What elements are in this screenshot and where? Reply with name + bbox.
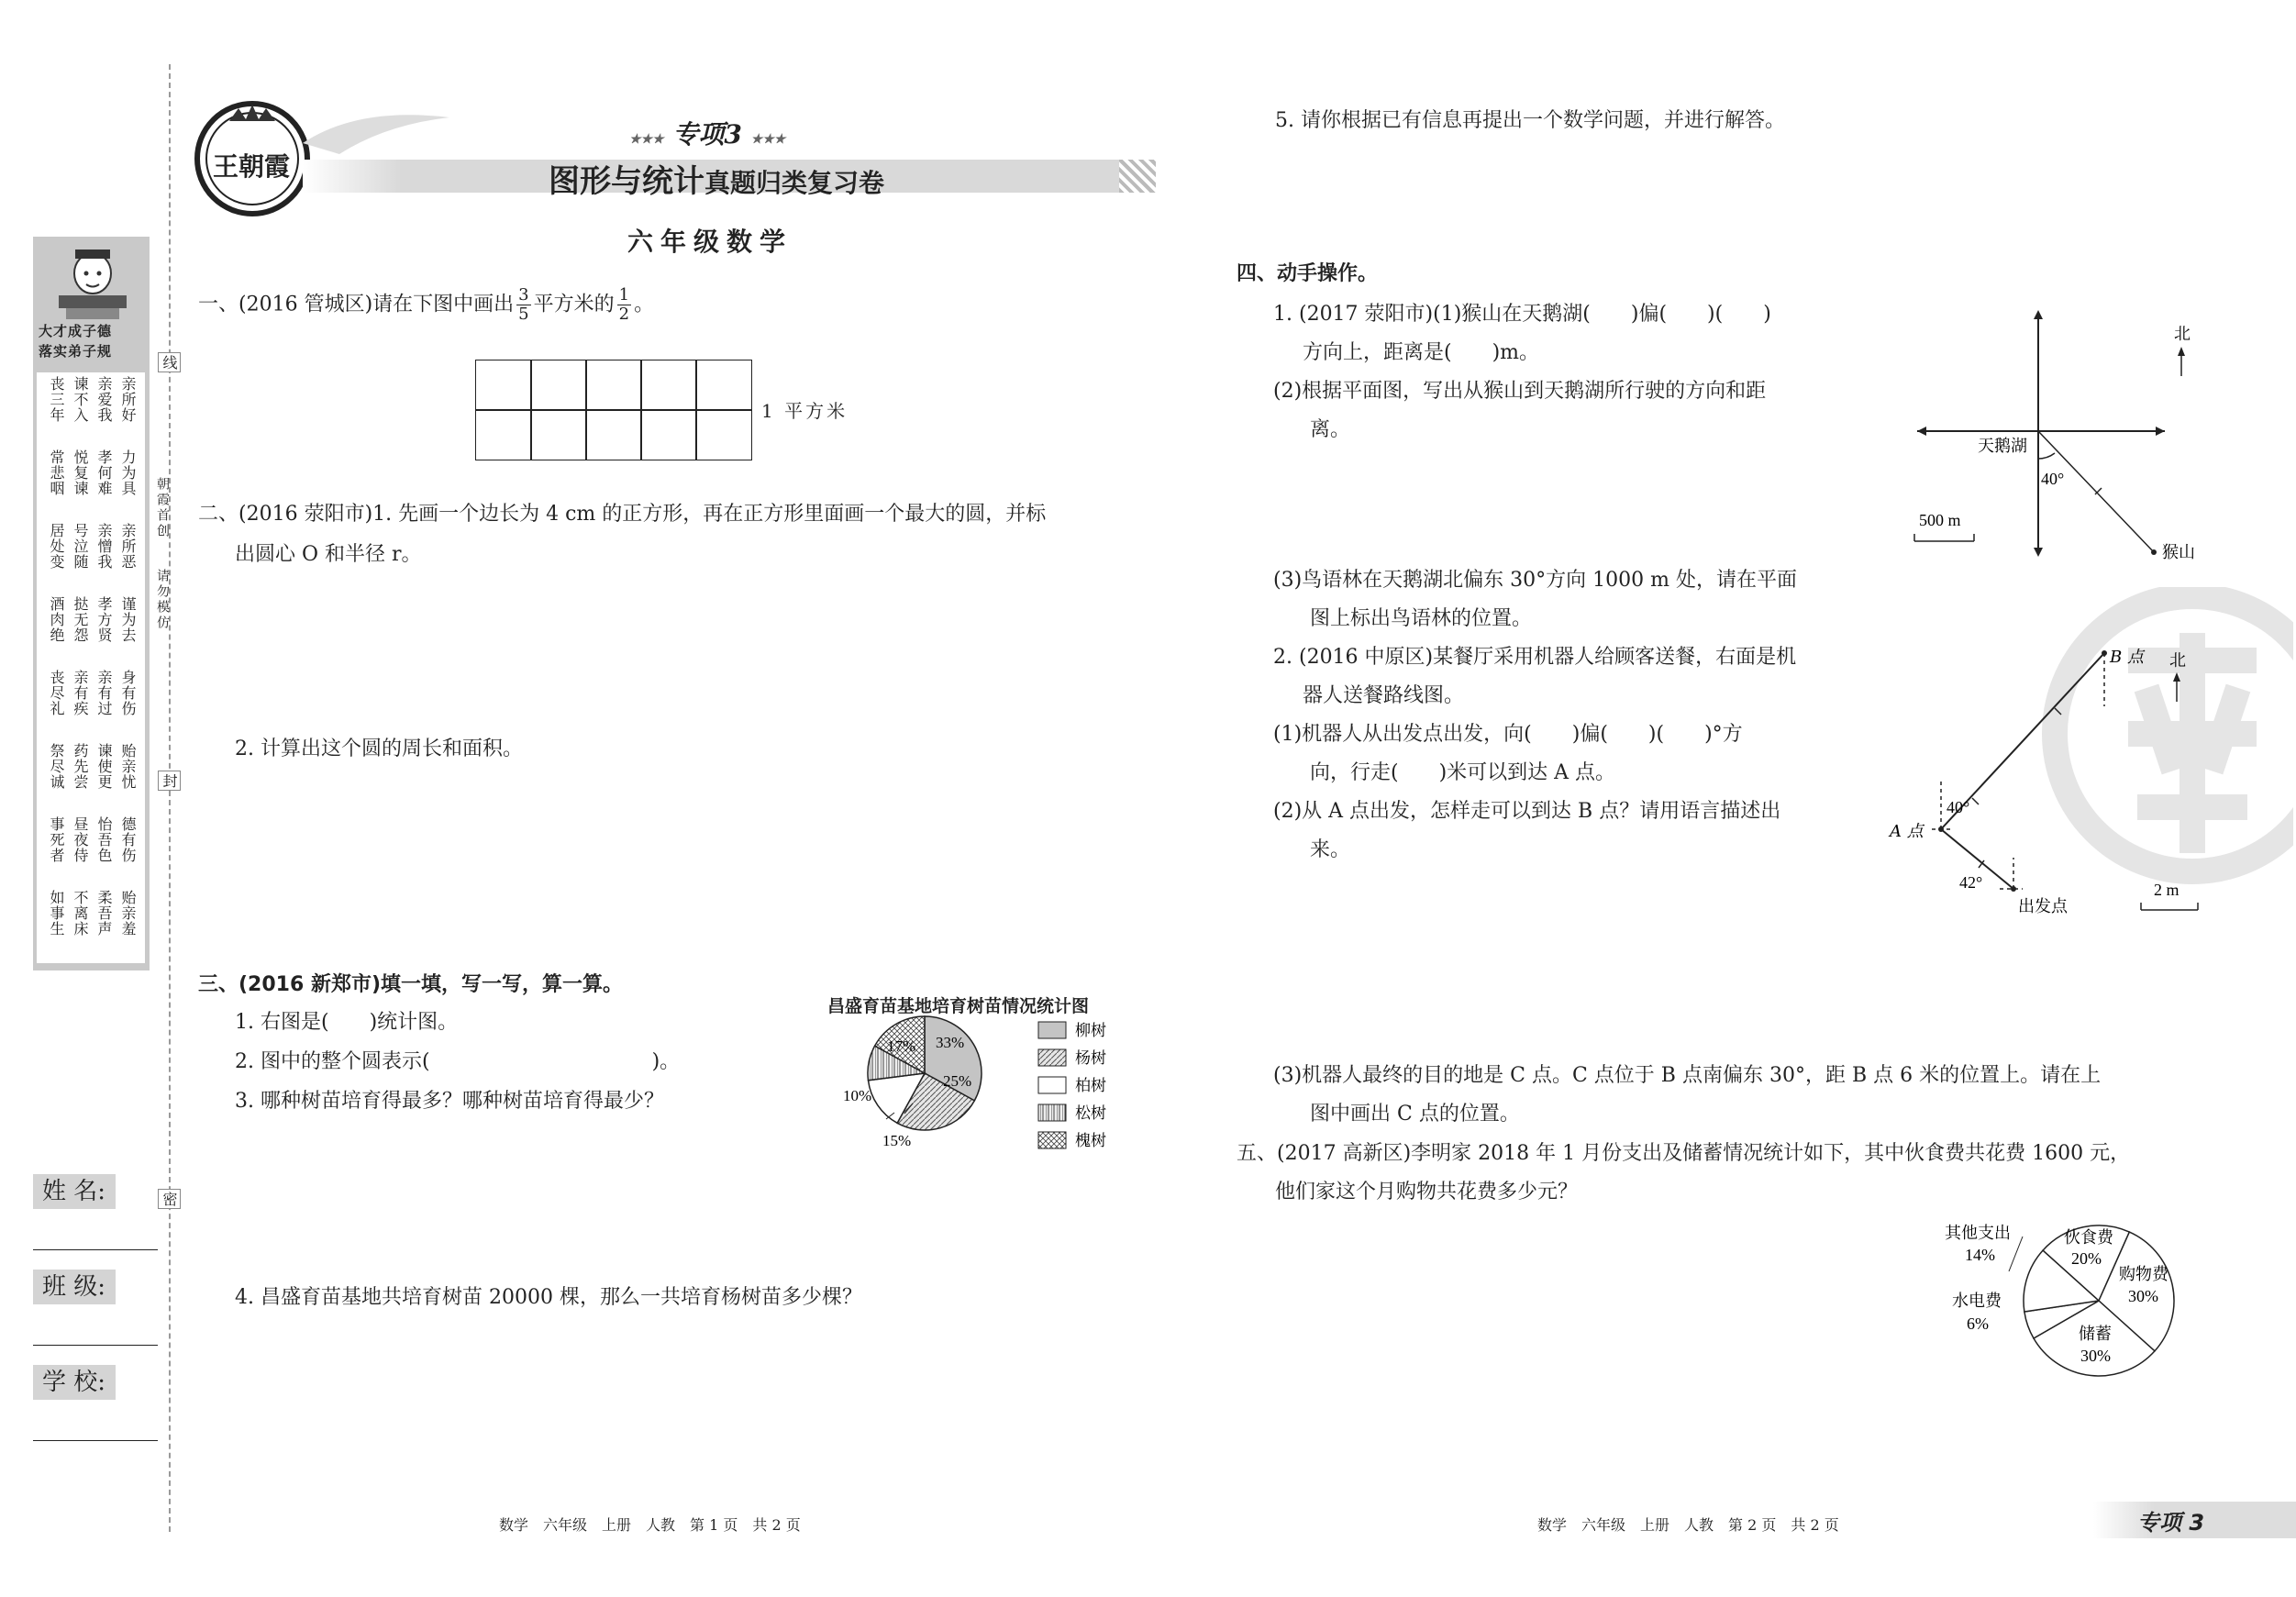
legend-label: 柏树 — [1075, 1077, 1106, 1095]
q2-line-2: 出圆心 O 和半径 r。 — [235, 543, 422, 566]
q1-fraction-2-denominator: 2 — [618, 305, 630, 324]
q4-p2-line-2: 器人送餐路线图。 — [1303, 684, 1465, 707]
legend-swatch — [1038, 1049, 1066, 1066]
expense-label-food: 伙食费 — [2064, 1228, 2113, 1248]
verse-column: 亲所恶 — [119, 523, 137, 570]
grid-cell[interactable] — [585, 409, 642, 460]
verse-column: 丧三年 — [48, 376, 65, 423]
grid-cell[interactable] — [530, 409, 587, 460]
q1-fraction-1-denominator: 5 — [518, 305, 529, 324]
star-icon: ★★★ — [750, 132, 786, 147]
verse-column: 亲有疾 — [72, 670, 89, 716]
verse-column: 酒肉绝 — [48, 596, 65, 643]
q4-p1-line-2: 方向上，距离是( )m。 — [1303, 341, 1540, 364]
q1-fraction-2 — [617, 286, 631, 324]
legend-swatch — [1038, 1077, 1066, 1093]
map2-a: A 点 — [1890, 822, 1924, 841]
footer-right: 数学 六年级 上册 人教 第 2 页 共 2 页 — [1537, 1516, 1839, 1534]
verse-column: 居处变 — [48, 523, 65, 570]
q4-p1-line-1: 1. (2017 荥阳市)(1)猴山在天鹅湖( )偏( )( ) — [1273, 303, 1771, 326]
footer-badge: 专项 3 — [2137, 1510, 2205, 1536]
q1-fraction-1 — [516, 286, 530, 324]
q2-sub2: 2. 计算出这个圆的周长和面积。 — [235, 738, 523, 760]
name-field: 姓 名: — [42, 1178, 106, 1205]
class-blank[interactable] — [33, 1345, 158, 1346]
expense-label-other-pct: 14% — [1965, 1246, 1995, 1264]
verse-column: 柔吾声 — [95, 890, 113, 937]
q3-item-2: 2. 图中的整个圆表示( )。 — [235, 1050, 681, 1073]
copyright-note-2: 请勿模仿 — [155, 569, 170, 631]
tree-legend — [1038, 1022, 1106, 1150]
robot-route-map[interactable] — [1880, 642, 2211, 926]
school-field: 学 校: — [42, 1369, 106, 1396]
tree-label-17: 17% — [887, 1037, 916, 1055]
slogan-line-1: 大才成子德 — [39, 323, 113, 339]
map1-scale: 500 m — [1919, 511, 1961, 529]
verse-column: 不离床 — [72, 890, 89, 937]
grid-cell[interactable] — [695, 360, 752, 411]
verse-column: 身有伤 — [119, 670, 137, 716]
q4-p2-line-3: (1)机器人从出发点出发，向( )偏( )( )°方 — [1273, 723, 1743, 746]
footer-left: 数学 六年级 上册 人教 第 1 页 共 2 页 — [499, 1516, 801, 1534]
tree-label-10: 10% — [843, 1087, 872, 1104]
label-leader-line — [2009, 1237, 2023, 1271]
map1-mountain: 猴山 — [2162, 543, 2195, 562]
q5-line-2: 他们家这个月购物共花费多少元？ — [1275, 1181, 1579, 1203]
page-subtitle: 六年级数学 — [627, 227, 793, 257]
binding-mark-seal: 封 — [158, 771, 181, 791]
binding-line — [169, 64, 171, 1532]
q4-p1-line-3: (2)根据平面图，写出从猴山到天鹅湖所行驶的方向和距 — [1273, 380, 1767, 403]
expense-label-shopping: 购物费 — [2119, 1265, 2168, 1284]
legend-swatch — [1038, 1104, 1066, 1121]
q1-text — [198, 286, 654, 324]
q1-fraction-1-numerator: 3 — [518, 285, 529, 305]
verse-column: 号泣随 — [72, 523, 89, 570]
verse-column: 药先尝 — [72, 743, 89, 790]
verse-column: 孝何难 — [95, 449, 113, 496]
expense-pie-chart — [1926, 1202, 2211, 1385]
verse-column: 悦复谏 — [72, 449, 89, 496]
grid-cell[interactable] — [475, 409, 532, 460]
q2-line-1: 二、(2016 荥阳市)1. 先画一个边长为 4 cm 的正方形，再在正方形里面画一个最大的圆，并标 — [198, 503, 1047, 526]
binding-mark-line: 线 — [158, 352, 181, 372]
map2-b: B 点 — [2110, 648, 2144, 667]
expense-label-food-pct: 20% — [2071, 1249, 2102, 1268]
arrow-left-icon — [1917, 427, 1926, 436]
class-field: 班 级: — [42, 1273, 106, 1301]
legend-label: 杨树 — [1075, 1049, 1106, 1068]
north-arrow-icon — [2173, 672, 2180, 682]
expense-label-saving: 储蓄 — [2079, 1325, 2112, 1344]
q1-fraction-2-numerator: 1 — [618, 285, 630, 305]
logo-text: 王朝霞 — [213, 151, 291, 182]
verse-column: 德有伤 — [119, 816, 137, 863]
q1-prefix: 一、(2016 管城区)请在下图中画出 — [198, 293, 515, 316]
school-blank[interactable] — [33, 1440, 158, 1441]
verse-column: 力为具 — [119, 449, 137, 496]
verse-column: 谏使更 — [95, 743, 113, 790]
q4-p1-3-line-2: 图上标出鸟语林的位置。 — [1310, 607, 1533, 630]
map1-route — [2038, 431, 2154, 552]
q3-item-3: 3. 哪种树苗培育得最多？哪种树苗培育得最少？ — [235, 1090, 664, 1113]
q5-left: 5. 请你根据已有信息再提出一个数学问题，并进行解答。 — [1275, 109, 1785, 132]
mascot-image — [51, 242, 134, 321]
grid-cell[interactable] — [695, 409, 752, 460]
verse-column: 亲憎我 — [95, 523, 113, 570]
verse-column: 如事生 — [48, 890, 65, 937]
verse-column: 谏不入 — [72, 376, 89, 423]
map2-start: 出发点 — [2018, 897, 2068, 916]
title-main — [549, 156, 884, 201]
q5-line-1: 五、(2017 高新区)李明家 2018 年 1 月份支出及储蓄情况统计如下，其中伙食费共花费 1600 元， — [1237, 1142, 2131, 1165]
grid-cell[interactable] — [640, 409, 697, 460]
arrow-down-icon — [2034, 548, 2043, 557]
legend-label: 松树 — [1075, 1104, 1106, 1123]
north-arrow-icon — [2178, 347, 2185, 356]
map1-angle: 40° — [2041, 470, 2065, 488]
arrow-up-icon — [2034, 310, 2043, 319]
map2-angle2: 42° — [1959, 873, 1983, 892]
start-point — [2011, 886, 2016, 892]
grid-cell[interactable] — [640, 360, 697, 411]
map1-north: 北 — [2174, 325, 2191, 344]
legend-label: 槐树 — [1075, 1132, 1106, 1150]
verse-column: 事死者 — [48, 816, 65, 863]
q3-item-4: 4. 昌盛育苗基地共培育树苗 20000 棵，那么一共培育杨树苗多少棵？ — [235, 1286, 862, 1309]
angle-arc — [2038, 453, 2055, 459]
verse-column: 亲有过 — [95, 670, 113, 716]
expense-label-utility: 水电费 — [1952, 1292, 2002, 1311]
tree-label-15: 15% — [882, 1132, 912, 1149]
verse-column: 挞无怨 — [72, 596, 89, 643]
verse-column: 亲爱我 — [95, 376, 113, 423]
lake-map[interactable] — [1899, 303, 2211, 569]
verse-column: 祭尽诚 — [48, 743, 65, 790]
q4-p1-line-4: 离。 — [1310, 418, 1351, 441]
title-top: 专项3 — [672, 119, 742, 150]
legend-swatch — [1038, 1132, 1066, 1148]
verse-column: 谨为去 — [119, 596, 137, 643]
verse-column: 常悲咽 — [48, 449, 65, 496]
q5-line-1-prefix — [1237, 1140, 2130, 1168]
q4-p2-line-4: 向，行走( )米可以到达 A 点。 — [1310, 761, 1616, 784]
q4-heading: 四、动手操作。 — [1237, 262, 1379, 285]
legend-swatch — [1038, 1022, 1066, 1038]
map2-scale: 2 m — [2154, 881, 2180, 899]
map2-north: 北 — [2169, 651, 2186, 671]
expense-label-saving-pct: 30% — [2080, 1347, 2111, 1365]
copyright-note-1: 朝霞首创 — [155, 477, 170, 539]
q1-suffix: 。 — [634, 293, 655, 316]
title-band-dots — [1119, 160, 1156, 193]
q4-p2-3-line-1: (3)机器人最终的目的地是 C 点。C 点位于 B 点南偏东 30°，距 B 点 6 米的位置上。请在上 — [1273, 1064, 2102, 1087]
verse-column: 亲所好 — [119, 376, 137, 423]
verse-column: 怡吾色 — [95, 816, 113, 863]
map1-lake: 天鹅湖 — [1978, 437, 2027, 456]
grid-cell[interactable] — [585, 360, 642, 411]
expense-label-shopping-pct: 30% — [2128, 1287, 2158, 1305]
verse-column: 贻亲羞 — [119, 890, 137, 937]
title-main-rest: 真题归类复习卷 — [704, 168, 885, 198]
q4-p2-line-6: 来。 — [1310, 838, 1351, 861]
expense-label-other: 其他支出 — [1945, 1224, 2011, 1243]
a-point — [1938, 826, 1944, 832]
ribbon-decoration — [303, 106, 449, 161]
grid-cell[interactable] — [530, 360, 587, 411]
star-icon: ★★★ — [629, 132, 664, 147]
verse-column: 孝方贤 — [95, 596, 113, 643]
verse-column: 丧尽礼 — [48, 670, 65, 716]
b-point — [2102, 650, 2107, 656]
q4-p2-3-line-2: 图中画出 C 点的位置。 — [1310, 1103, 1520, 1126]
grid-label: 1 平方米 — [761, 400, 849, 422]
q4-p2-line-5: (2)从 A 点出发，怎样走可以到达 B 点？请用语言描述出 — [1273, 800, 1781, 823]
tree-chart-title: 昌盛育苗基地培育树苗情况统计图 — [827, 996, 1090, 1016]
binding-mark-secret: 密 — [158, 1189, 181, 1209]
verse-column: 贻亲忧 — [119, 743, 137, 790]
expense-label-utility-pct: 6% — [1967, 1314, 1989, 1333]
legend-label: 柳树 — [1075, 1022, 1106, 1040]
slogan-line-2: 落实弟子规 — [39, 343, 113, 360]
tree-pie-chart — [826, 1009, 1174, 1165]
q4-p1-3-line-1: (3)鸟语林在天鹅湖北偏东 30°方向 1000 m 处，请在平面 — [1273, 569, 1797, 592]
verse-column: 昼夜侍 — [72, 816, 89, 863]
grid-cell[interactable] — [475, 360, 532, 411]
name-blank[interactable] — [33, 1249, 158, 1250]
arrow-right-icon — [2156, 427, 2165, 436]
q4-p2-line-1: 2. (2016 中原区)某餐厅采用机器人给顾客送餐，右面是机 — [1273, 646, 1797, 669]
q1-middle: 平方米的 — [533, 293, 615, 316]
title-top-line — [629, 115, 785, 151]
tree-label-33: 33% — [936, 1034, 965, 1051]
q3-item-1: 1. 右图是( )统计图。 — [235, 1011, 459, 1034]
tree-label-25: 25% — [943, 1072, 972, 1090]
title-main-bold: 图形与统计 — [549, 163, 704, 200]
map2-angle1: 40° — [1947, 798, 1970, 816]
mountain-point — [2151, 549, 2157, 555]
q3-heading: 三、(2016 新郑市)填一填，写一写，算一算。 — [198, 973, 624, 996]
